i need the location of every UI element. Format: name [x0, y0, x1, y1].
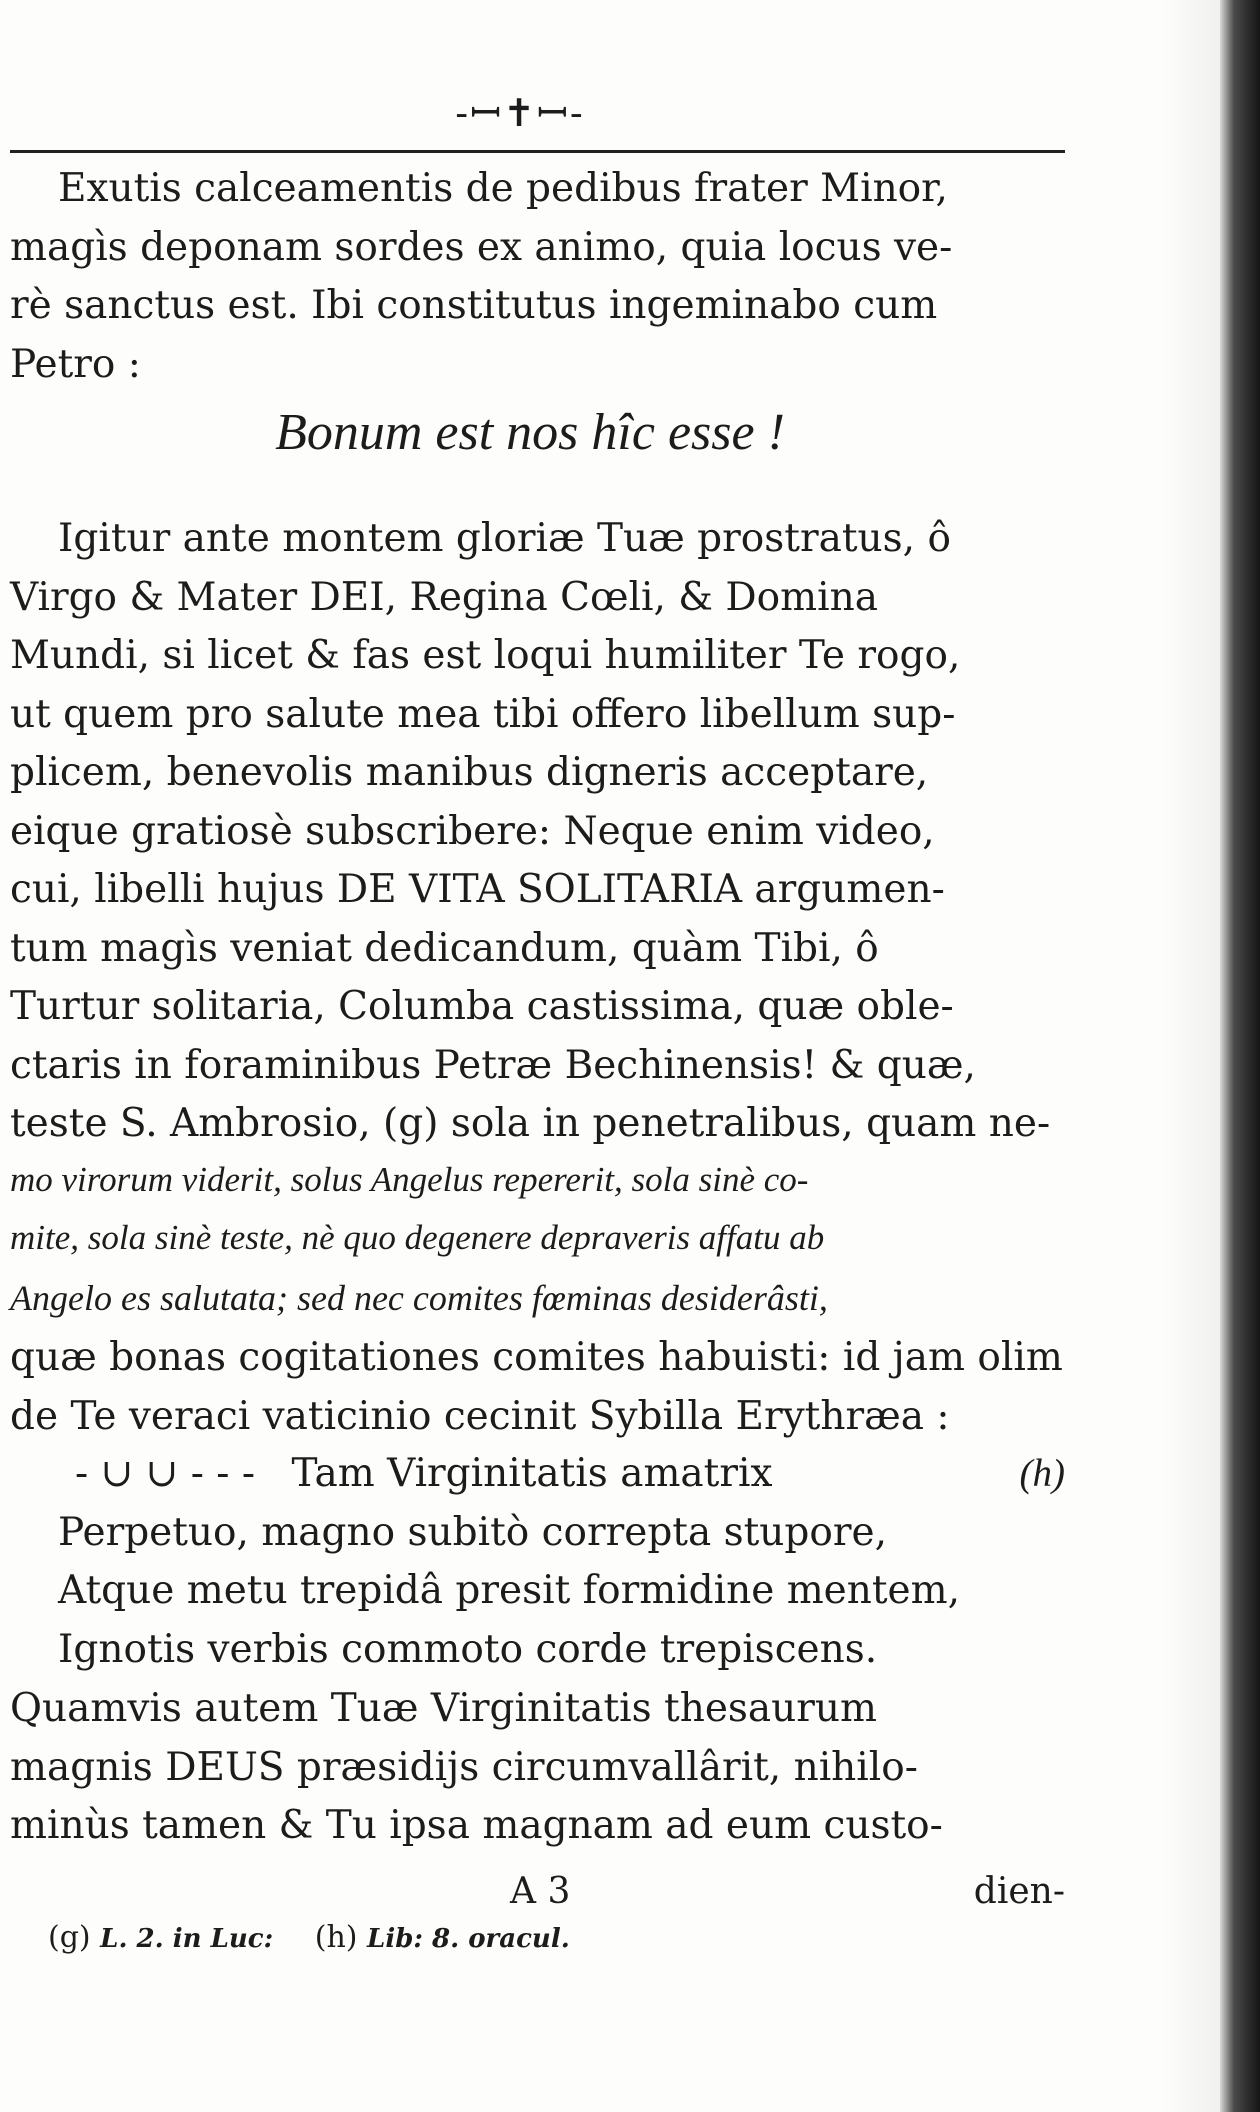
page-edge: [1220, 0, 1260, 2112]
text-line: ctaris in foraminibus Petræ Bechinensis! & quæ,: [10, 1042, 976, 1088]
text-line: rè sanctus est. Ibi constitutus ingeminabo cum: [10, 283, 938, 328]
footnote-g-text: L. 2. in Luc:: [100, 1924, 274, 1954]
text-line: magìs deponam sordes ex animo, quia locus ve-: [10, 224, 953, 270]
verse: [10, 1445, 1065, 1679]
text-line-italic: mite, sola sinè teste, nè quo degenere depraveris affatu ab: [10, 1218, 825, 1257]
catchword: dien-: [973, 1871, 1065, 1912]
verse-line: Perpetuo, magno subitò correpta stupore,: [58, 1509, 887, 1555]
page-shade: [1160, 0, 1220, 2112]
text-line: Virgo & Mater DEI, Regina Cœli, & Domina: [10, 574, 878, 620]
verse-first-line: [10, 1445, 1065, 1504]
text-line: Igitur ante montem gloriæ Tuæ prostratus, ô: [58, 516, 951, 561]
text-line: plicem, benevolis manibus digneris acceptare,: [10, 750, 929, 795]
exclamation: Bonum est nos hîc esse !: [275, 404, 785, 461]
text-line: teste S. Ambrosio, (g) sola in penetralibus, quam ne-: [10, 1101, 1051, 1146]
header-rule: [10, 150, 1065, 153]
verse-meter: - ∪ ∪ - - -: [75, 1451, 256, 1496]
text-line: Turtur solitaria, Columba castissima, quæ oble-: [10, 984, 954, 1029]
text-line: Petro :: [10, 341, 141, 387]
text-line: eique gratiosè subscribere: Neque enim video,: [10, 808, 935, 854]
text-line: Mundi, si licet & fas est loqui humiliter Te rogo,: [10, 633, 961, 678]
verse-footnote-mark: (h): [1019, 1452, 1065, 1495]
text-line: quæ bonas cogitationes comites habuisti: id jam olim: [10, 1335, 1063, 1380]
signature-mark: A 3: [510, 1871, 571, 1912]
verse-line: Ignotis verbis commoto corde trepiscens.: [58, 1626, 878, 1672]
text-line: tum magìs veniat dedicandum, quàm Tibi, ô: [10, 925, 879, 971]
verse-first-text: Tam Virginitatis amatrix: [291, 1451, 773, 1496]
paragraph-1: [10, 160, 1065, 394]
text-line: minùs tamen & Tu ipsa magnam ad eum custo-: [10, 1803, 943, 1848]
paragraph-3: [10, 1680, 1065, 1856]
footnote-h-text: Lib: 8. oracul.: [367, 1924, 570, 1954]
text-line: magnis DEUS præsidijs circumvallârit, nihilo-: [10, 1744, 918, 1790]
verse-line: Atque metu trepidâ presit formidine mentem,: [58, 1568, 961, 1613]
header-ornament: -ꟷ✝ꟷ-: [455, 91, 585, 135]
footnotes: [48, 1918, 1048, 1959]
paragraph-2: [10, 510, 1065, 1446]
text-line-italic: Angelo es salutata; sed nec comites fœminas desiderâsti,: [10, 1277, 828, 1318]
footnote-g-mark: (g): [48, 1920, 91, 1955]
text-line: de Te veraci vaticinio cecinit Sybilla Erythræa :: [10, 1393, 950, 1439]
text-line: ut quem pro salute mea tibi offero libellum sup-: [10, 691, 956, 737]
text-line: Quamvis autem Tuæ Virginitatis thesaurum: [10, 1686, 878, 1731]
text-line: Exutis calceamentis de pedibus frater Minor,: [58, 166, 948, 211]
text-line: cui, libelli hujus DE VITA SOLITARIA argumen-: [10, 867, 945, 912]
footnote-h-mark: (h): [314, 1920, 358, 1955]
text-line-italic: mo virorum viderit, solus Angelus repererit, sola sinè co-: [10, 1159, 809, 1199]
